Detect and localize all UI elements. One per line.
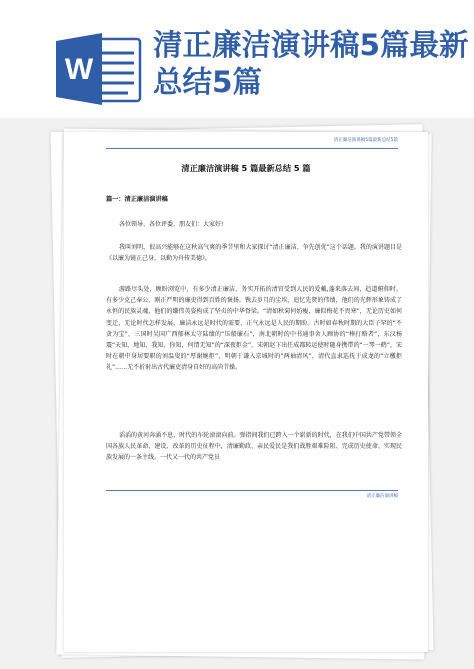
paragraph-greeting: 各位领导、各位评委、朋友们：大家好! <box>119 221 224 228</box>
page-footer-rule <box>106 490 398 491</box>
banner-title: 清正廉洁演讲稿5篇最新总结5篇 <box>153 28 469 99</box>
banner <box>0 0 474 118</box>
document-page <box>64 132 428 652</box>
page-header-rule <box>106 148 398 149</box>
word-document-icon <box>56 33 142 105</box>
paragraph-intro: 我叫刘明，很高兴能够在这秋高气爽的季节里和大家探讨“清正廉洁、争先创优”这个话题。我的演讲题目是《以廉为镜正己身，以勤为舟传美德》。 <box>106 244 402 263</box>
paragraph-modern: 滔滔的黄河奔涌不息，时代的车轮滚滚向前。弹指间我们已跨入一个崭新的时代，在我们中国共产党带领全国各族人民革命、建设、改革的历史征程中，清廉勤政、亲民爱民是我们战胜艰难险阻、完成历史使命、实现民族发展的一条主线。一代又一代的共产党员 <box>106 432 402 462</box>
word-icon-letter: W <box>64 53 94 86</box>
page-header-text: 清正廉洁演讲稿5篇最新总结5篇 <box>333 138 398 143</box>
document-title: 清正廉洁演讲稿 5 篇最新总结 5 篇 <box>181 163 311 173</box>
page-footer-text: 清正廉洁演讲稿 <box>366 494 398 499</box>
section-heading: 篇一：清正廉洁演讲稿 <box>106 196 168 203</box>
paragraph-history: 游路尽头处，顾盼浏览中，有多少清正廉洁、务实开拓的清官受到人民的爱戴,蓬来落去间，趋道俯仰时，有多少克己奉公、刚正严明的廉吏得到百姓的褒扬。镌去岁月的尘埃，追忆先贤的伟绩，他们的光辉形象铸成了永恒的民族灵魂，他们的嫌伟英姿构成了坚贞的中华脊梁。“清如秋菊何妨瘦，廉似梅花不畏寒”，无论历史如何变迁，无论时代怎样发展，廉洁永远是时代的需要，正气永远是人民的期盼。古时如春秋时期的大臣子罕的“不贪为宝”，三国时吴国广西郁林太守陆绩的“压船廉石”，南北朝时的中书通事舍人顾协的“棒打赂者”，东汉杨震“天知、地知、我知、你知，何谓无知”的“深夜拒金”，宋朝赵卞出任成都转运使时随身携带的“一琴一鹤”，宋时在朝中身居要职的刘温叟的“厚谢婉拒”，明朝于谦入京城时的“两袖清风”，清代直隶巡抚于成龙的“立檄拒礼”……无不折射出古代廉吏清身自好的高尚节操。 <box>106 286 402 372</box>
